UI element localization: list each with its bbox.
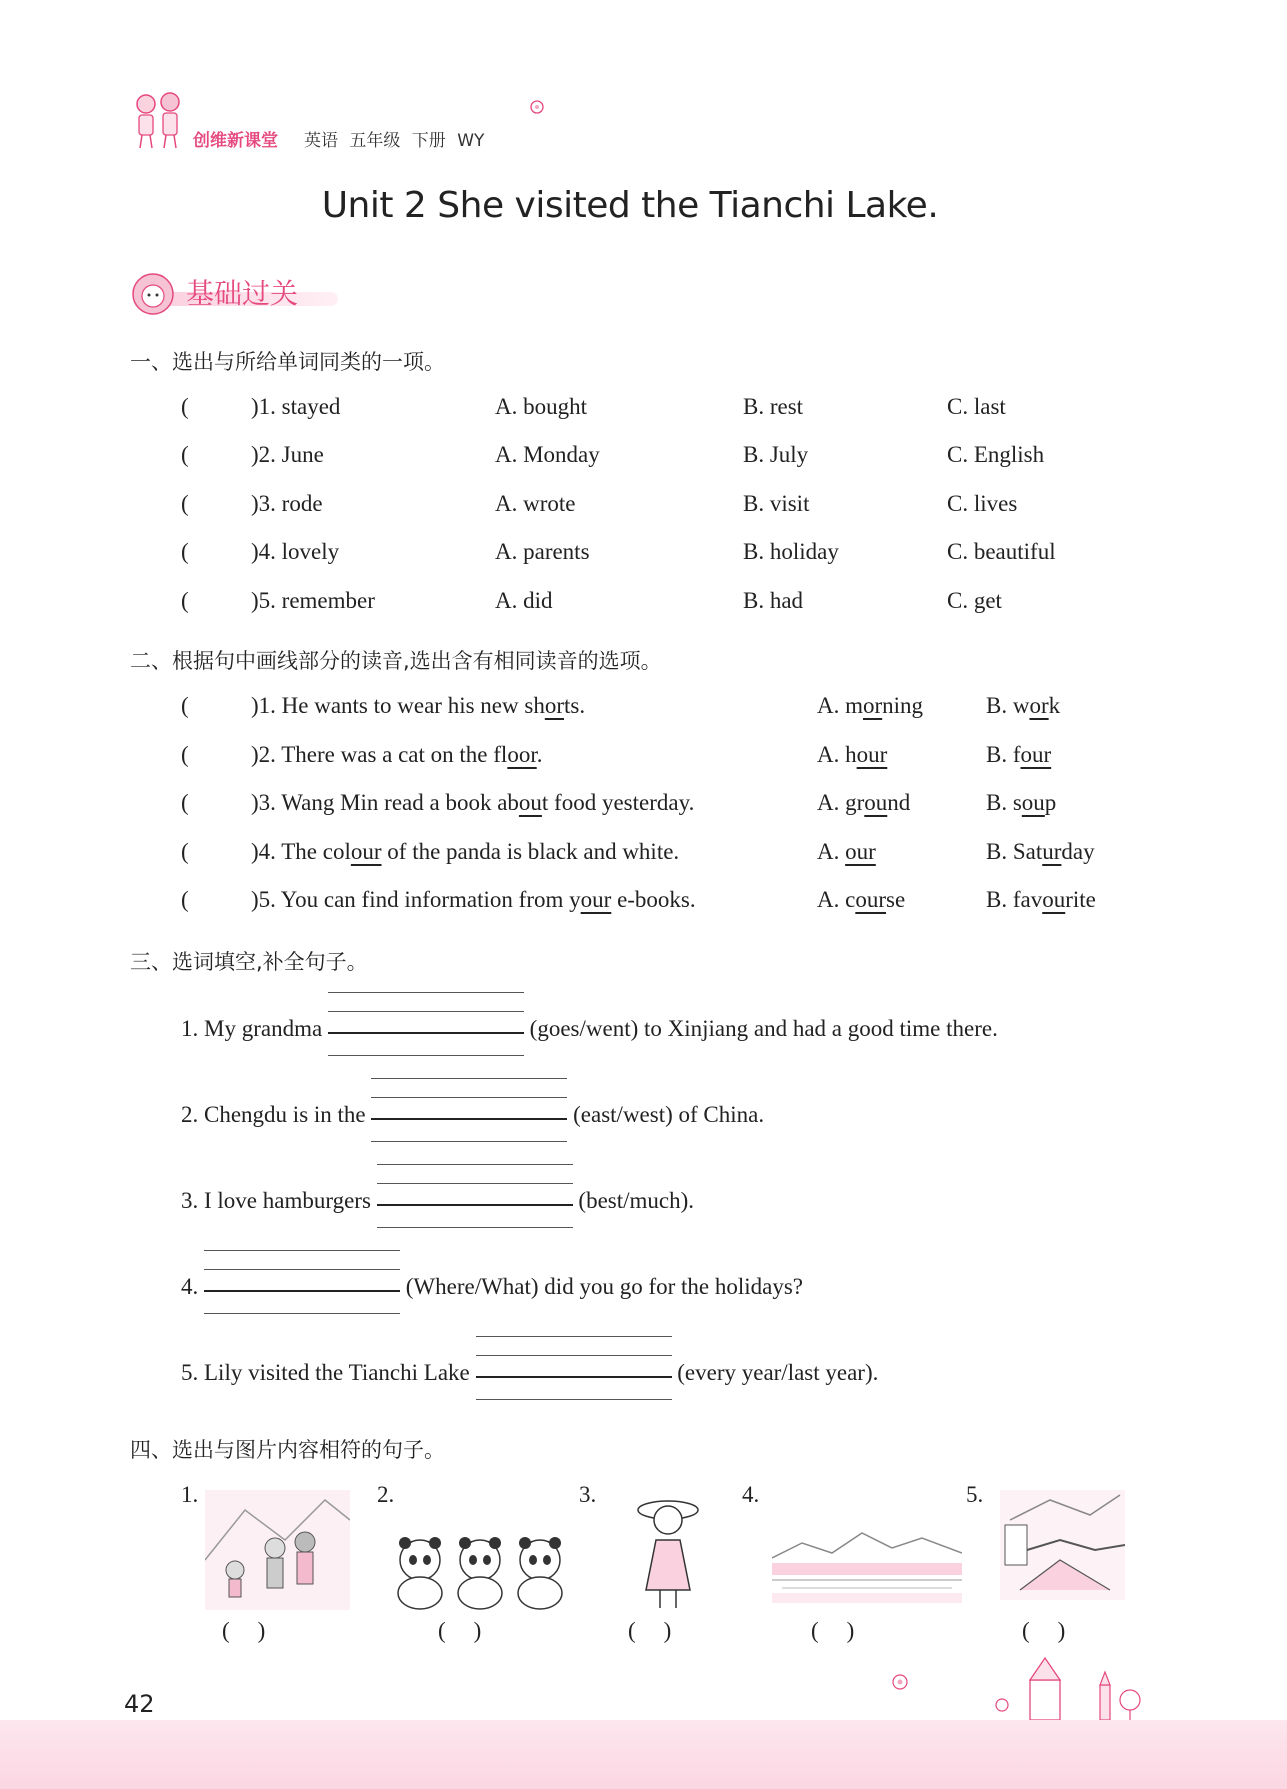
answer-bracket[interactable]: ( — [181, 693, 189, 718]
flower-icon — [890, 1672, 910, 1692]
sentence-start: 1. My grandma — [181, 1016, 323, 1041]
sentence-start: 4. — [181, 1274, 199, 1299]
hiking-kids-picture — [205, 1490, 350, 1610]
answer-blank[interactable] — [476, 1356, 672, 1380]
option-b: B. favourite — [986, 887, 1096, 912]
option-b: B. had — [743, 588, 804, 613]
sentence-end: (every year/last year). — [677, 1360, 879, 1385]
picture-number: 5. — [966, 1482, 984, 1507]
girl-with-hat-picture — [628, 1490, 708, 1615]
answer-bracket[interactable]: ( — [181, 839, 189, 864]
section-banner — [128, 272, 348, 316]
lake-landscape-picture — [772, 1518, 962, 1603]
option-c: C. English — [947, 442, 1045, 467]
list-item — [181, 839, 1095, 865]
great-wall-picture — [1000, 1490, 1125, 1600]
option-b: B. four — [986, 742, 1052, 767]
option-c: C. beautiful — [947, 539, 1056, 564]
list-item — [181, 1184, 694, 1214]
answer-blank[interactable] — [371, 1098, 567, 1122]
sentence: )2. There was a cat on the floor. — [251, 742, 543, 767]
list-item — [181, 394, 1006, 420]
list-item — [181, 539, 1056, 565]
sentence-end: (Where/What) did you go for the holidays? — [405, 1274, 804, 1299]
option-a: A. bought — [495, 394, 587, 419]
picture-number: 4. — [742, 1482, 760, 1507]
option-a: A. parents — [495, 539, 590, 564]
sentence-end: (best/much). — [578, 1188, 695, 1213]
picture-number: 2. — [377, 1482, 395, 1507]
answer-bracket[interactable]: ( — [181, 491, 189, 516]
option-b: B. rest — [743, 394, 804, 419]
question-word: )4. lovely — [251, 539, 340, 564]
flower-icon — [528, 98, 546, 116]
option-b: B. July — [743, 442, 809, 467]
section3-heading: 三、选词填空,补全句子。 — [130, 950, 368, 974]
option-a: A. did — [495, 588, 553, 613]
question-word: )5. remember — [251, 588, 375, 613]
list-item — [181, 1098, 764, 1128]
sentence: )1. He wants to wear his new shorts. — [251, 693, 586, 718]
option-b: B. Saturday — [986, 839, 1095, 864]
section-label: 基础过关 — [186, 277, 299, 310]
option-a: A. wrote — [495, 491, 576, 516]
answer-blank[interactable] — [377, 1184, 573, 1208]
answer-bracket[interactable]: ( — [181, 394, 189, 419]
option-a: A. Monday — [495, 442, 600, 467]
sentence-end: (goes/went) to Xinjiang and had a good time there. — [529, 1016, 998, 1041]
option-a: A. morning — [817, 693, 924, 718]
question-word: )2. June — [251, 442, 324, 467]
sentence: )3. Wang Min read a book about food yesterday. — [251, 790, 695, 815]
section2-heading: 二、根据句中画线部分的读音,选出含有相同读音的选项。 — [130, 649, 662, 673]
castle-decoration-icon — [990, 1650, 1160, 1720]
answer-bracket[interactable]: () — [438, 1618, 510, 1643]
option-b: B. soup — [986, 790, 1057, 815]
answer-blank[interactable] — [328, 1012, 524, 1036]
sentence-start: 2. Chengdu is in the — [181, 1102, 366, 1127]
kids-logo-icon — [126, 88, 192, 154]
course-info: 英语 五年级 下册 WY — [304, 131, 485, 151]
list-item — [181, 1012, 998, 1042]
list-item — [181, 742, 1052, 768]
answer-bracket[interactable]: ( — [181, 442, 189, 467]
option-a: A. ground — [817, 790, 911, 815]
option-c: C. get — [947, 588, 1002, 613]
option-c: C. last — [947, 394, 1006, 419]
sentence: )4. The colour of the panda is black and white. — [251, 839, 680, 864]
list-item — [181, 1270, 803, 1300]
list-item — [181, 693, 1061, 719]
option-b: B. visit — [743, 491, 810, 516]
section4-heading: 四、选出与图片内容相符的句子。 — [130, 1438, 445, 1462]
answer-blank[interactable] — [204, 1270, 400, 1294]
list-item — [181, 1356, 878, 1386]
question-word: )3. rode — [251, 491, 323, 516]
list-item — [181, 790, 1057, 816]
list-item — [181, 887, 1096, 913]
picture-number: 1. — [181, 1482, 199, 1507]
option-a: A. course — [817, 887, 906, 912]
brand-name: 创维新课堂 — [193, 131, 278, 151]
sentence: )5. You can find information from your e-books. — [251, 887, 696, 912]
list-item — [181, 491, 1018, 517]
answer-bracket[interactable]: ( — [181, 887, 189, 912]
sentence-end: (east/west) of China. — [573, 1102, 765, 1127]
footer-band — [0, 1720, 1287, 1789]
question-word: )1. stayed — [251, 394, 341, 419]
list-item — [181, 588, 1002, 614]
page-title: Unit 2 She visited the Tianchi Lake. — [321, 185, 939, 226]
section1-heading: 一、选出与所给单词同类的一项。 — [130, 350, 445, 374]
option-b: B. work — [986, 693, 1061, 718]
option-c: C. lives — [947, 491, 1018, 516]
page-number: 42 — [124, 1690, 155, 1718]
answer-bracket[interactable]: ( — [181, 588, 189, 613]
answer-bracket[interactable]: () — [222, 1618, 294, 1643]
option-a: A. hour — [817, 742, 888, 767]
girl-avatar-icon — [128, 272, 178, 318]
answer-bracket[interactable]: ( — [181, 790, 189, 815]
pandas-picture — [390, 1525, 570, 1610]
answer-bracket[interactable]: ( — [181, 539, 189, 564]
sentence-start: 5. Lily visited the Tianchi Lake — [181, 1360, 470, 1385]
sentence-start: 3. I love hamburgers — [181, 1188, 371, 1213]
picture-number: 3. — [579, 1482, 597, 1507]
list-item — [181, 442, 1045, 468]
option-b: B. holiday — [743, 539, 839, 564]
answer-bracket[interactable]: () — [811, 1618, 883, 1643]
answer-bracket[interactable]: () — [1022, 1618, 1094, 1643]
answer-bracket[interactable]: ( — [181, 742, 189, 767]
answer-bracket[interactable]: () — [628, 1618, 700, 1643]
option-a: A. our — [817, 839, 876, 864]
